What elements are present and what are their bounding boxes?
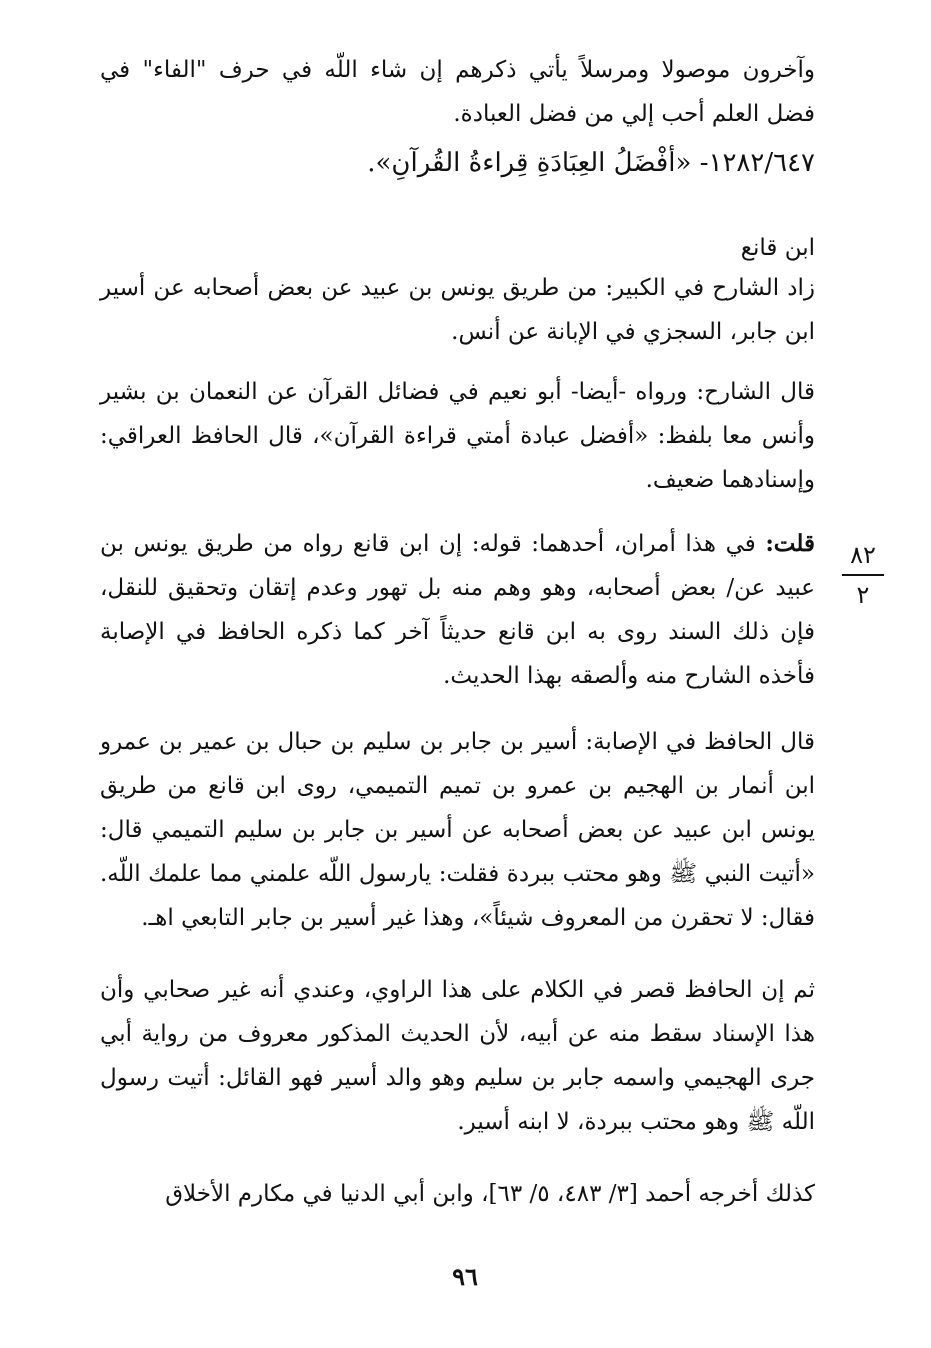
hadith-heading-text: ١٢٨٢/٦٤٧- «أفْضَلُ العِبَادَةِ قِراءةُ القُرآنِ». xyxy=(367,148,815,178)
hadith-heading xyxy=(100,140,815,186)
margin-reference-top: ٨٢ xyxy=(850,541,876,569)
paragraph-qultu-text xyxy=(100,522,815,698)
qultu-body: في هذا أمران، أحدهما: قوله: إن ابن قانع رواه من طريق يونس بن عبيد عن/ بعض أصحابه، وهو وهم منه بل تهور وعدم إتقان وتحقيق للنقل، فإن ذلك السند روى به ابن قانع حديثاً آخر كما ذكره الحافظ في الإصابة فأخذه الشارح منه وألصقه بهذا الحديث. xyxy=(100,531,815,689)
margin-reference-divider xyxy=(842,574,884,576)
source-attribution-text: ابن قانع xyxy=(740,235,815,261)
paragraph-qultu xyxy=(100,522,815,698)
paragraph-sharih-kabir xyxy=(100,266,815,354)
paragraph-intro xyxy=(100,48,815,136)
paragraph-intro-text: وآخرون موصولا ومرسلاً يأتي ذكرهم إن شاء اللّه في حرف "الفاء" في فضل العلم أحب إلي من فضل العبادة. xyxy=(100,57,815,127)
paragraph-isaba-text: قال الحافظ في الإصابة: أسير بن جابر بن سليم بن حبال بن عمير بن عمرو ابن أنمار بن الهجيم بن عمرو بن تميم التميمي، روى ابن قانع من طريق يونس ابن عبيد عن بعض أصحابه عن أسير بن جابر بن سليم التميمي قال: «أتيت النبي ﷺ وهو محتب ببردة فقلت: يارسول اللّه علمني مما علمك اللّه. فقال: لا تحقرن من المعروف شيئاً»، وهذا غير أسير بن جابر التابعي اهـ. xyxy=(100,729,815,931)
paragraph-sharih-kabir-text: زاد الشارح في الكبير: من طريق يونس بن عبيد عن بعض أصحابه عن أسير ابن جابر، السجزي في الإبانة عن أنس. xyxy=(100,275,815,345)
margin-reference xyxy=(836,540,890,610)
paragraph-critique xyxy=(100,968,815,1144)
page-number: ٩٦ xyxy=(452,1262,478,1291)
paragraph-critique-text: ثم إن الحافظ قصر في الكلام على هذا الراوي، وعندي أنه غير صحابي وأن هذا الإسناد سقط منه عن أبيه، لأن الحديث المذكور معروف من رواية أبي جرى الهجيمي واسمه جابر بن سليم وهو والد أسير فهو القائل: أتيت رسول اللّه ﷺ وهو محتب ببردة، لا ابنه أسير. xyxy=(100,977,815,1135)
paragraph-sharih-quote-text: قال الشارح: ورواه -أيضا- أبو نعيم في فضائل القرآن عن النعمان بن بشير وأنس معا بلفظ: «أفضل عبادة أمتي قراءة القرآن»، قال الحافظ العراقي: وإسنادهما ضعيف. xyxy=(100,379,815,493)
margin-reference-bottom: ٢ xyxy=(856,581,870,609)
paragraph-isaba xyxy=(100,720,815,940)
paragraph-sharih-quote xyxy=(100,370,815,502)
paragraph-takhrij-text: كذلك أخرجه أحمد [٣/ ٤٨٣، ٥/ ٦٣]، وابن أبي الدنيا في مكارم الأخلاق xyxy=(165,1181,815,1207)
source-attribution xyxy=(100,226,815,270)
paragraph-takhrij xyxy=(100,1172,815,1216)
qultu-label: قلت: xyxy=(765,530,815,557)
